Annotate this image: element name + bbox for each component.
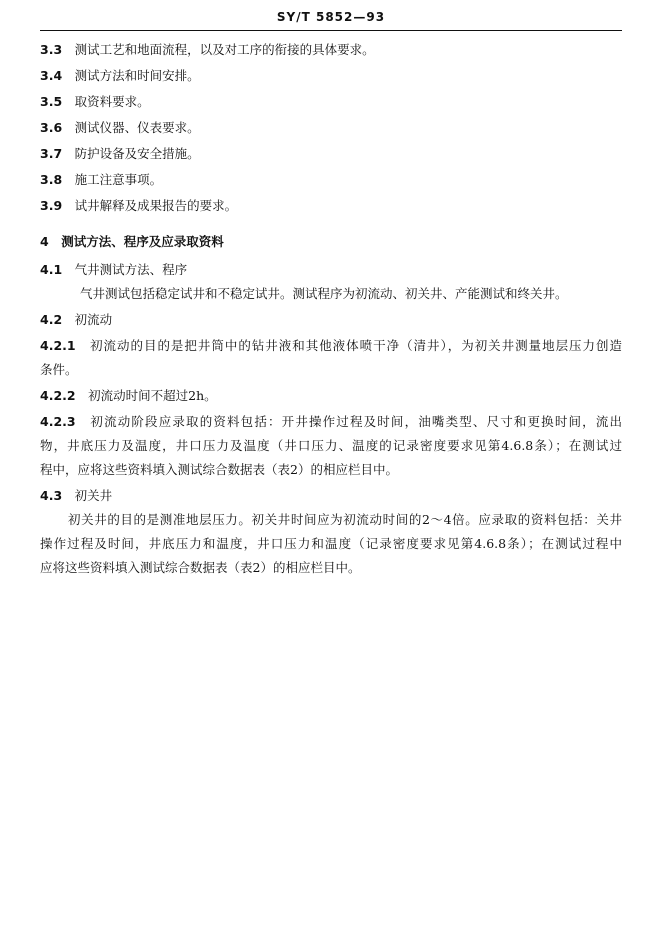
item-number: 3.4 [40, 68, 63, 83]
s4-2-3-line3: 程中，应将这些资料填入测试综合数据表（表2）的相应栏目中。 [40, 462, 398, 477]
s4-2-3-line2: 物，井底压力及温度，井口压力及温度（井口压力、温度的记录密度要求见第4.6.8条）；在测试过 [40, 438, 622, 453]
clause-number: 4.2.1 [40, 338, 76, 353]
clause-text: 初流动的目的是把井筒中的钻井液和其他液体喷干净（清井），为初关井测量地层压力创造 [90, 338, 622, 353]
item-number: 3.6 [40, 120, 63, 135]
clause-number: 4.1 [40, 262, 63, 277]
clause-title: 气井测试方法、程序 [74, 262, 188, 277]
item-number: 3.3 [40, 42, 63, 57]
item-number: 3.9 [40, 198, 63, 213]
item-number: 3.7 [40, 146, 63, 161]
section-number: 4 [40, 234, 49, 249]
clause-number: 4.2 [40, 312, 63, 327]
s4-2-1-line2: 条件。 [40, 362, 78, 377]
s4-1-body: 气井测试包括稳定试井和不稳定试井。测试程序为初流动、初关井、产能测试和终关井。 [80, 286, 568, 301]
clause-title: 初关井 [74, 488, 113, 503]
standard-code-header: SY/T 5852—93 [276, 10, 386, 24]
item-number: 3.5 [40, 94, 63, 109]
s4-3-line2: 操作过程及时间，井底压力和温度，井口压力和温度（记录密度要求见第4.6.8条）；在测试过程中 [40, 536, 622, 551]
clause-number: 4.3 [40, 488, 63, 503]
section-title: 测试方法、程序及应录取资料 [61, 234, 224, 249]
item-text: 测试工艺和地面流程，以及对工序的衔接的具体要求。 [74, 42, 375, 57]
clause-number: 4.2.3 [40, 414, 76, 429]
clause-number: 4.2.2 [40, 388, 76, 403]
item-text: 取资料要求。 [74, 94, 150, 109]
clause-text: 初流动时间不超过2h。 [88, 388, 217, 403]
item-number: 3.8 [40, 172, 63, 187]
item-text: 测试仪器、仪表要求。 [74, 120, 200, 135]
clause-text: 初流动阶段应录取的资料包括：开井操作过程及时间，油嘴类型、尺寸和更换时间，流出 [90, 414, 622, 429]
s4-3-line3: 应将这些资料填入测试综合数据表（表2）的相应栏目中。 [40, 560, 361, 575]
clause-title: 初流动 [74, 312, 113, 327]
item-text: 测试方法和时间安排。 [74, 68, 200, 83]
item-text: 试井解释及成果报告的要求。 [74, 198, 238, 213]
s4-3-line1: 初关井的目的是测准地层压力。初关井时间应为初流动时间的2～4倍。应录取的资料包括：关井 [68, 512, 622, 527]
item-text: 防护设备及安全措施。 [74, 146, 200, 161]
item-text: 施工注意事项。 [74, 172, 163, 187]
